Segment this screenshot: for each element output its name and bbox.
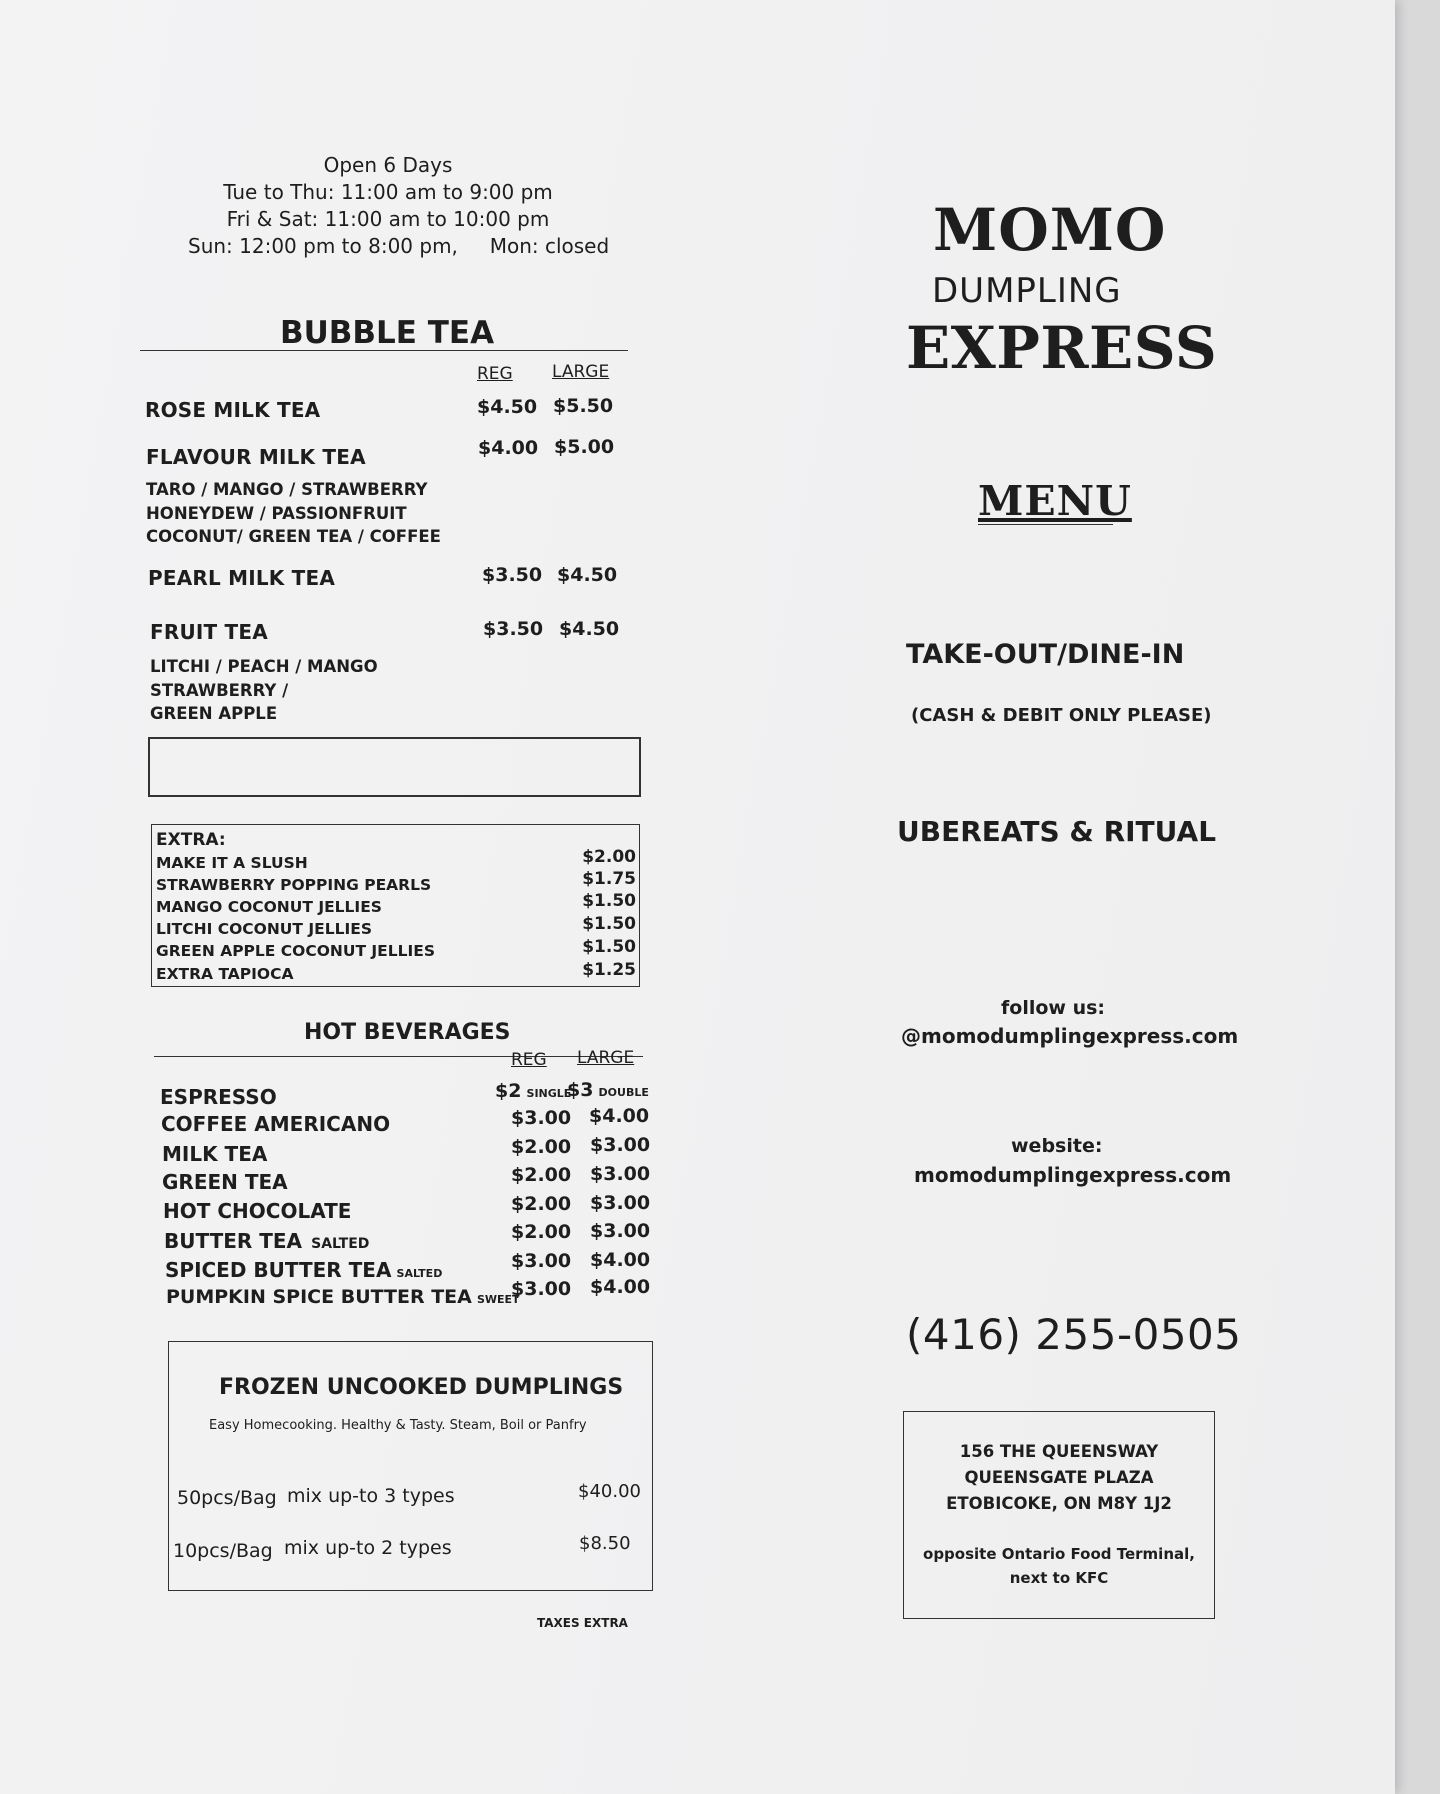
fruit-tea-large-price: $4.50	[559, 618, 620, 640]
extra-item-name: EXTRA TAPIOCA	[156, 965, 294, 983]
beverage-name: COFFEE AMERICANO	[161, 1112, 391, 1136]
bubble-tea-title: BUBBLE TEA	[280, 315, 495, 351]
hot-beverages-large-header: LARGE	[577, 1048, 635, 1068]
flavour-option-line: HONEYDEW / PASSIONFRUIT	[146, 503, 407, 523]
espresso-reg-price	[495, 1080, 571, 1102]
espresso-double-note: DOUBLE	[598, 1086, 649, 1099]
brand-express: EXPRESS	[906, 314, 1218, 382]
pearl-milk-tea-name: PEARL MILK TEA	[148, 566, 336, 590]
pearl-milk-tea-reg-price: $3.50	[482, 564, 543, 586]
flavour-milk-tea-reg-price: $4.00	[478, 437, 539, 459]
beverage-reg-price: $2.00	[511, 1136, 572, 1158]
flavour-milk-tea-name: FLAVOUR MILK TEA	[146, 445, 366, 469]
fruit-tea-name: FRUIT TEA	[150, 620, 268, 644]
beverage-name: HOT CHOCOLATE	[163, 1199, 352, 1223]
extra-item-name: MANGO COCONUT JELLIES	[156, 898, 382, 916]
bubble-tea-large-header: LARGE	[552, 362, 610, 382]
beverage-reg-price: $2.00	[511, 1193, 572, 1215]
extra-item-name: STRAWBERRY POPPING PEARLS	[156, 876, 432, 894]
extra-item-name: GREEN APPLE COCONUT JELLIES	[156, 942, 436, 960]
payment-note: (CASH & DEBIT ONLY PLEASE)	[911, 705, 1212, 726]
website-label: website:	[1011, 1135, 1103, 1157]
fruit-option-line: LITCHI / PEACH / MANGO	[150, 657, 378, 676]
brand-dumpling: DUMPLING	[932, 271, 1122, 311]
rose-milk-tea-name: ROSE MILK TEA	[145, 398, 321, 422]
hours-line-3: Fri & Sat: 11:00 am to 10:00 pm	[226, 207, 550, 231]
frozen-dumplings-subtitle: Easy Homecooking. Healthy & Tasty. Steam, Boil or Panfry	[209, 1418, 587, 1433]
beverage-name: PUMPKIN SPICE BUTTER TEA	[166, 1286, 472, 1308]
pearl-milk-tea-large-price: $4.50	[557, 564, 618, 586]
social-handle: @momodumplingexpress.com	[901, 1024, 1239, 1048]
beverage-large-price: $3.00	[590, 1163, 651, 1185]
spiced-butter-tea-row	[165, 1258, 442, 1282]
frozen-dumplings-title: FROZEN UNCOOKED DUMPLINGS	[219, 1375, 624, 1400]
rose-milk-tea-large-price: $5.50	[553, 395, 614, 417]
beverage-large-price: $4.00	[589, 1105, 650, 1127]
beverage-name: BUTTER TEA	[164, 1229, 303, 1253]
frozen-row-qty: 10pcs/Bag	[173, 1540, 273, 1562]
follow-label: follow us:	[1001, 997, 1105, 1019]
espresso-double-price: $3	[567, 1079, 594, 1101]
beverage-note: SALTED	[311, 1236, 370, 1252]
empty-box	[148, 737, 641, 797]
espresso-single-price: $2	[495, 1080, 522, 1102]
beverage-note: SALTED	[396, 1267, 443, 1280]
beverage-reg-price: $3.00	[511, 1278, 572, 1300]
delivery-partners: UBEREATS & RITUAL	[897, 815, 1217, 848]
address-note: opposite Ontario Food Terminal,	[923, 1545, 1195, 1563]
frozen-row-desc: mix up-to 3 types	[287, 1485, 455, 1507]
beverage-large-price: $3.00	[590, 1134, 651, 1156]
opening-hours	[188, 152, 610, 260]
beverage-reg-price: $3.00	[511, 1107, 572, 1129]
beverage-reg-price: $3.00	[511, 1250, 572, 1272]
bubble-tea-divider	[140, 350, 628, 351]
pumpkin-spice-butter-tea-row	[166, 1286, 520, 1308]
frozen-row-desc: mix up-to 2 types	[284, 1537, 452, 1559]
flavour-milk-tea-large-price: $5.00	[554, 436, 615, 458]
brand-momo: MOMO	[933, 196, 1167, 264]
frozen-row-price: $40.00	[578, 1481, 641, 1502]
beverage-large-price: $4.00	[590, 1276, 651, 1298]
menu-heading-underline	[978, 524, 1113, 525]
fruit-tea-reg-price: $3.50	[483, 618, 544, 640]
beverage-name: SPICED BUTTER TEA	[165, 1258, 392, 1282]
hours-line-2: Tue to Thu: 11:00 am to 9:00 pm	[223, 180, 553, 204]
extra-item-price: $1.75	[582, 869, 636, 889]
bubble-tea-reg-header: REG	[477, 364, 513, 384]
phone-number: (416) 255-0505	[906, 1310, 1242, 1359]
extra-item-name: LITCHI COCONUT JELLIES	[156, 920, 372, 938]
beverage-name: MILK TEA	[162, 1142, 268, 1166]
beverage-reg-price: $2.00	[511, 1164, 572, 1186]
flavour-milk-tea-options	[146, 478, 441, 549]
extra-item-price: $1.50	[582, 891, 636, 911]
address-line: ETOBICOKE, ON M8Y 1J2	[946, 1494, 1172, 1513]
fruit-option-line: STRAWBERRY /	[150, 680, 289, 700]
taxes-note: TAXES EXTRA	[537, 1616, 628, 1630]
rose-milk-tea-reg-price: $4.50	[477, 396, 538, 418]
address-note: next to KFC	[1009, 1569, 1109, 1587]
beverage-note: SWEET	[476, 1293, 520, 1306]
frozen-dumplings-box	[168, 1341, 653, 1591]
fruit-tea-options	[150, 655, 378, 726]
flavour-option-line: COCONUT/ GREEN TEA / COFFEE	[146, 527, 441, 546]
beverage-large-price: $4.00	[590, 1249, 651, 1271]
fruit-option-line: GREEN APPLE	[150, 704, 278, 723]
beverage-large-price: $3.00	[590, 1220, 651, 1242]
hot-beverages-reg-header: REG	[511, 1050, 547, 1070]
extras-box	[151, 824, 640, 987]
flavour-option-line: TARO / MANGO / STRAWBERRY	[146, 480, 428, 499]
beverage-large-price: $3.00	[590, 1192, 651, 1214]
extras-title: EXTRA:	[156, 830, 226, 850]
extra-item-price: $1.50	[582, 937, 636, 957]
extra-item-price: $1.25	[582, 960, 636, 980]
hot-beverages-divider	[154, 1056, 643, 1057]
espresso-name: ESPRESSO	[160, 1085, 277, 1109]
hours-line-1: Open 6 Days	[323, 153, 453, 177]
hours-line-4: Sun: 12:00 pm to 8:00 pm, Mon: closed	[188, 234, 610, 258]
beverage-reg-price: $2.00	[511, 1221, 572, 1243]
extra-item-price: $2.00	[582, 847, 636, 867]
address-box	[903, 1411, 1215, 1619]
address-line: 156 THE QUEENSWAY	[959, 1442, 1159, 1461]
address-line: QUEENSGATE PLAZA	[964, 1468, 1154, 1487]
hot-beverages-title: HOT BEVERAGES	[304, 1020, 511, 1045]
frozen-row-price: $8.50	[579, 1533, 631, 1554]
service-mode: TAKE-OUT/DINE-IN	[906, 639, 1185, 670]
frozen-row-qty: 50pcs/Bag	[177, 1487, 277, 1509]
espresso-single-note: SINGLE	[526, 1087, 572, 1100]
extra-item-price: $1.50	[582, 914, 636, 934]
butter-tea-row	[164, 1229, 369, 1253]
extra-item-name: MAKE IT A SLUSH	[156, 854, 308, 872]
beverage-name: GREEN TEA	[162, 1170, 288, 1194]
menu-heading: MENU	[978, 477, 1132, 525]
espresso-large-price	[567, 1079, 649, 1101]
website-url: momodumplingexpress.com	[914, 1163, 1232, 1187]
